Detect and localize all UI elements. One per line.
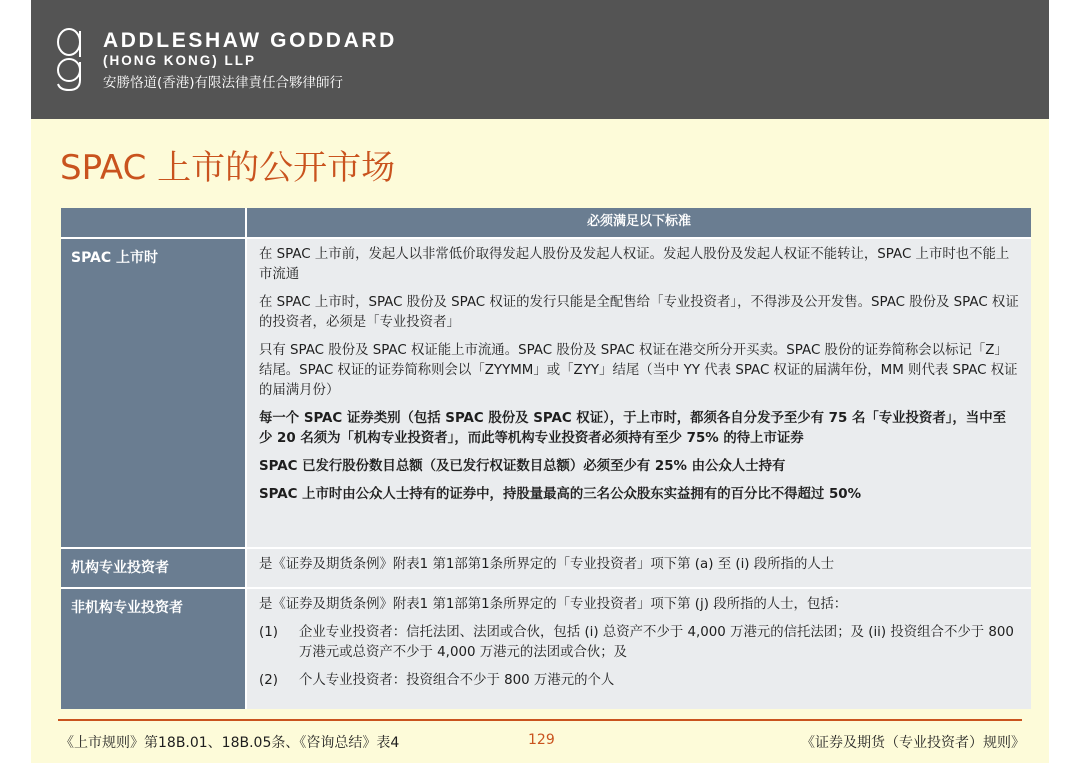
- list-item-text: 企业专业投资者：信托法团、法团或合伙，包括 (i) 总资产不少于 4,000 万港元的信托法团；及 (ii) 投资组合不少于 800 万港元或总资产不少于 4,000 万港元的法团或合伙；及: [299, 625, 1014, 660]
- criteria-table: [61, 208, 1031, 709]
- list-item: [259, 671, 1019, 691]
- header-bar: [31, 0, 1049, 119]
- row-content-spac-listing: [247, 239, 1031, 547]
- firm-logo-icon: [54, 26, 84, 92]
- list-item-number: (1): [259, 625, 278, 640]
- slide: [31, 0, 1049, 763]
- footer-reference-right: 《证券及期货（专业投资者）规则》: [801, 735, 1025, 751]
- table-paragraph: 每一个 SPAC 证券类别（包括 SPAC 股份及 SPAC 权证），于上市时，都须各自分发予至少有 75 名「专业投资者」，当中至少 20 名须为「机构专业投资者」，而此等机构专业投资者必须持有至少 75% 的待上市证券: [259, 411, 1006, 446]
- table-paragraph: 是《证券及期货条例》附表1 第1部第1条所界定的「专业投资者」项下第 (a) 至 (i) 段所指的人士: [259, 557, 835, 572]
- firm-name: ADDLESHAW GODDARD: [103, 29, 397, 52]
- list-item-number: (2): [259, 673, 278, 688]
- table-paragraph: SPAC 已发行股份数目总额（及已发行权证数目总额）必须至少有 25% 由公众人士持有: [259, 459, 786, 474]
- table-paragraph: 是《证券及期货条例》附表1 第1部第1条所界定的「专业投资者」项下第 (j) 段所指的人士，包括：: [259, 597, 848, 612]
- table-paragraph: SPAC 上市时由公众人士持有的证券中，持股量最高的三名公众股东实益拥有的百分比不得超过 50%: [259, 487, 862, 502]
- row-label-institutional-pi: 机构专业投资者: [61, 549, 245, 587]
- row-content-non-institutional-pi: [247, 589, 1031, 709]
- firm-chinese-name: 安勝恪道(香港)有限法律責任合夥律師行: [103, 75, 344, 91]
- firm-subtitle: (HONG KONG) LLP: [103, 53, 256, 68]
- list-item: [259, 623, 1019, 663]
- footer-reference-left: 《上市规则》第18B.01、18B.05条、《咨询总结》表4: [60, 735, 400, 751]
- list-item-text: 个人专业投资者：投资组合不少于 800 万港元的个人: [299, 673, 615, 688]
- row-content-institutional-pi: [247, 549, 1031, 587]
- header-corner-cell: [61, 208, 245, 237]
- table-header: 必须满足以下标准: [247, 208, 1031, 237]
- table-paragraph: 在 SPAC 上市前，发起人以非常低价取得发起人股份及发起人权证。发起人股份及发起人权证不能转让，SPAC 上市时也不能上市流通: [259, 247, 1010, 282]
- footer-divider: [58, 719, 1022, 721]
- page-title: SPAC 上市的公开市场: [60, 148, 396, 188]
- page-number: 129: [528, 732, 555, 748]
- row-label-non-institutional-pi: 非机构专业投资者: [61, 589, 245, 709]
- row-label-spac-listing: SPAC 上市时: [61, 239, 245, 547]
- table-paragraph: 在 SPAC 上市时，SPAC 股份及 SPAC 权证的发行只能是全配售给「专业投资者」，不得涉及公开发售。SPAC 股份及 SPAC 权证的投资者，必须是「专业投资者」: [259, 295, 1019, 330]
- table-paragraph: 只有 SPAC 股份及 SPAC 权证能上市流通。SPAC 股份及 SPAC 权证在港交所分开买卖。SPAC 股份的证券简称会以标记「Z」结尾。SPAC 权证的证券简称则会以「ZYYMM」或「ZYY」结尾（当中 YY 代表 SPAC 权证的届满年份，MM 则代表 SPAC 权证的届满月份）: [259, 343, 1018, 398]
